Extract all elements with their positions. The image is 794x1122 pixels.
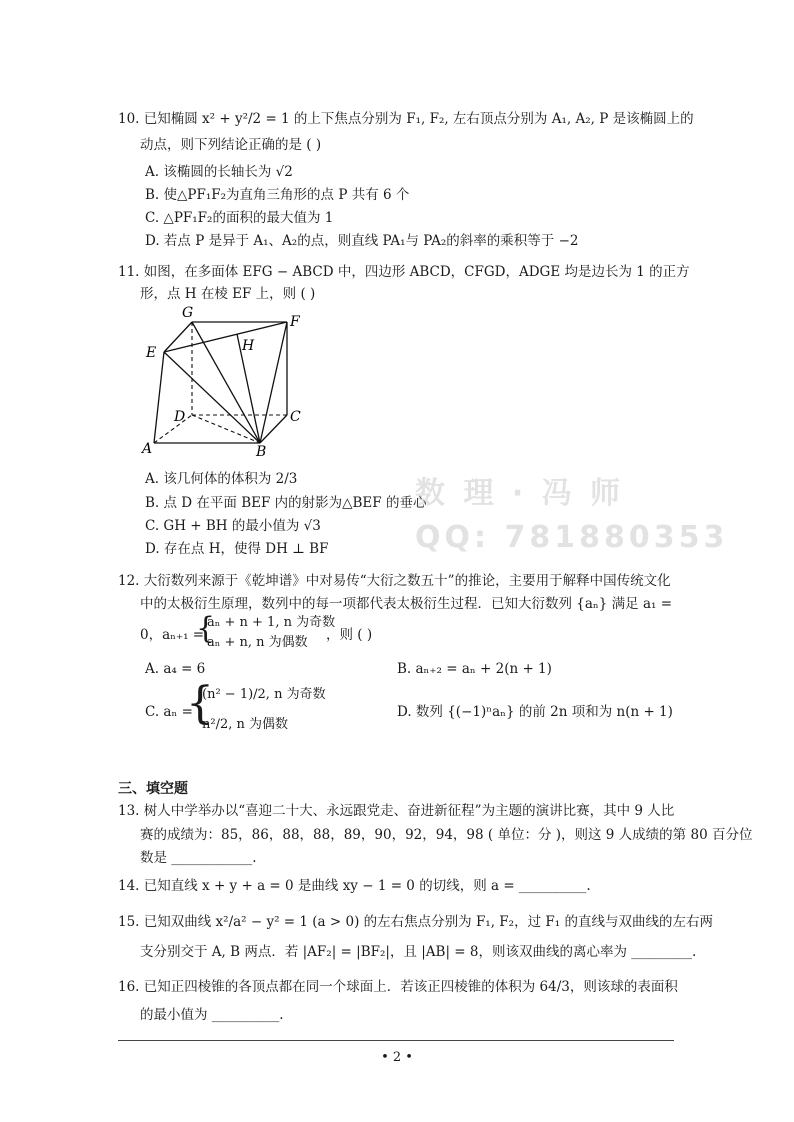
q12-option-c-case1: (n² − 1)/2, n 为奇数 xyxy=(202,687,326,702)
q12-case1: aₙ + n + 1, n 为奇数 xyxy=(207,615,336,630)
q12-option-b: B. aₙ₊₂ = aₙ + 2(n + 1) xyxy=(397,661,552,677)
q10-option-c: C. △PF₁F₂的面积的最大值为 1 xyxy=(145,210,334,226)
watermark xyxy=(415,472,728,560)
q13-line2: 赛的成绩为：85，86，88，88，89，90，92，94，98 ( 单位：分 )，则这 9 人成绩的第 80 百分位 xyxy=(140,827,753,843)
label-h: H xyxy=(242,338,255,354)
edge-ef xyxy=(164,322,287,352)
q15-line2: 支分别交于 A, B 两点．若 |AF₂| = |BF₂|，且 |AB| = 8，则该双曲线的离心率为 _________. xyxy=(140,944,697,960)
edge-fb xyxy=(260,322,287,443)
q12-option-d: D. 数列 {(−1)ⁿaₙ} 的前 2n 项和为 n(n + 1) xyxy=(397,704,673,720)
label-b: B xyxy=(256,444,267,460)
q11-option-a: A. 该几何体的体积为 2/3 xyxy=(145,471,298,487)
watermark-line2: QQ: 781880353 xyxy=(415,520,729,555)
q16-line2: 的最小值为 __________. xyxy=(140,1007,284,1023)
edge-db xyxy=(192,415,260,443)
label-g: G xyxy=(182,305,194,321)
q12-option-c-prefix: C. aₙ = xyxy=(145,704,193,720)
edge-bc xyxy=(260,415,287,443)
label-a: A xyxy=(142,441,153,457)
q12-option-a: A. a₄ = 6 xyxy=(145,661,206,677)
q11-line2: 形，点 H 在棱 EF 上，则 ( ) xyxy=(140,286,316,302)
q12-option-c-case2: n²/2, n 为偶数 xyxy=(202,717,289,732)
section-title-fill-blank: 三、填空题 xyxy=(118,781,188,797)
q10-option-b: B. 使△PF₁F₂为直角三角形的点 P 共有 6 个 xyxy=(145,187,410,203)
edge-ad xyxy=(154,415,192,443)
q10-line2: 动点，则下列结论正确的是 ( ) xyxy=(140,137,322,153)
q14-line: 14. 已知直线 x + y + a = 0 是曲线 xy − 1 = 0 的切线，则 a = __________. xyxy=(118,878,591,894)
label-f: F xyxy=(290,314,300,330)
q10-line1: 10. 已知椭圆 x² + y²/2 = 1 的上下焦点分别为 F₁, F₂, 左右顶点分别为 A₁, A₂, P 是该椭圆上的 xyxy=(118,111,694,127)
q13-line1: 13. 树人中学举办以“喜迎二十大、永远跟党走、奋进新征程”为主题的演讲比赛，其中 9 人比 xyxy=(118,803,675,819)
q12-brace: { xyxy=(196,611,216,646)
q13-line3: 数是 ____________. xyxy=(140,850,257,866)
page-number: • 2 • xyxy=(381,1050,413,1065)
q12-case2: aₙ + n, n 为偶数 xyxy=(207,635,308,650)
q11-option-b: B. 点 D 在平面 BEF 内的射影为△BEF 的垂心 xyxy=(145,495,427,511)
q11-option-c: C. GH + BH 的最小值为 √3 xyxy=(145,518,321,534)
q15-line1: 15. 已知双曲线 x²/a² − y² = 1 (a > 0) 的左右焦点分别为 F₁, F₂，过 F₁ 的直线与双曲线的左右两 xyxy=(118,914,713,930)
q16-line1: 16. 已知正四棱锥的各顶点都在同一个球面上．若该正四棱锥的体积为 64/3，则该球的表面积 xyxy=(118,979,678,995)
edge-eg xyxy=(164,322,192,352)
polyhedron-figure xyxy=(140,300,320,460)
footer-rule xyxy=(118,1040,674,1041)
q11-line1: 11. 如图，在多面体 EFG − ABCD 中，四边形 ABCD，CFGD，ADGE 均是边长为 1 的正方 xyxy=(118,264,690,280)
q10-option-d: D. 若点 P 是异于 A₁、A₂的点，则直线 PA₁与 PA₂的斜率的乘积等于 −2 xyxy=(145,233,579,249)
edge-eb xyxy=(164,352,260,443)
label-c: C xyxy=(290,409,301,425)
label-d: D xyxy=(174,409,186,425)
q12-line1: 12. 大衍数列来源于《乾坤谱》中对易传“大衍之数五十”的推论，主要用于解释中国传统文化 xyxy=(118,573,671,589)
q12-line2: 中的太极衍生原理，数列中的每一项都代表太极衍生过程．已知大衍数列 {aₙ} 满足 a₁ = xyxy=(140,596,673,612)
q12-line3-suffix: ，则 ( ) xyxy=(326,627,373,643)
q12-option-c-brace: { xyxy=(186,678,214,729)
watermark-line1: 数 理 · 冯 师 xyxy=(415,476,625,511)
q10-option-a: A. 该椭圆的长轴长为 √2 xyxy=(145,164,293,180)
q11-option-d: D. 存在点 H，使得 DH ⊥ BF xyxy=(145,541,329,557)
label-e: E xyxy=(146,345,157,361)
edge-ea xyxy=(154,352,164,443)
q12-line3-prefix: 0，aₙ₊₁ = xyxy=(140,627,205,643)
